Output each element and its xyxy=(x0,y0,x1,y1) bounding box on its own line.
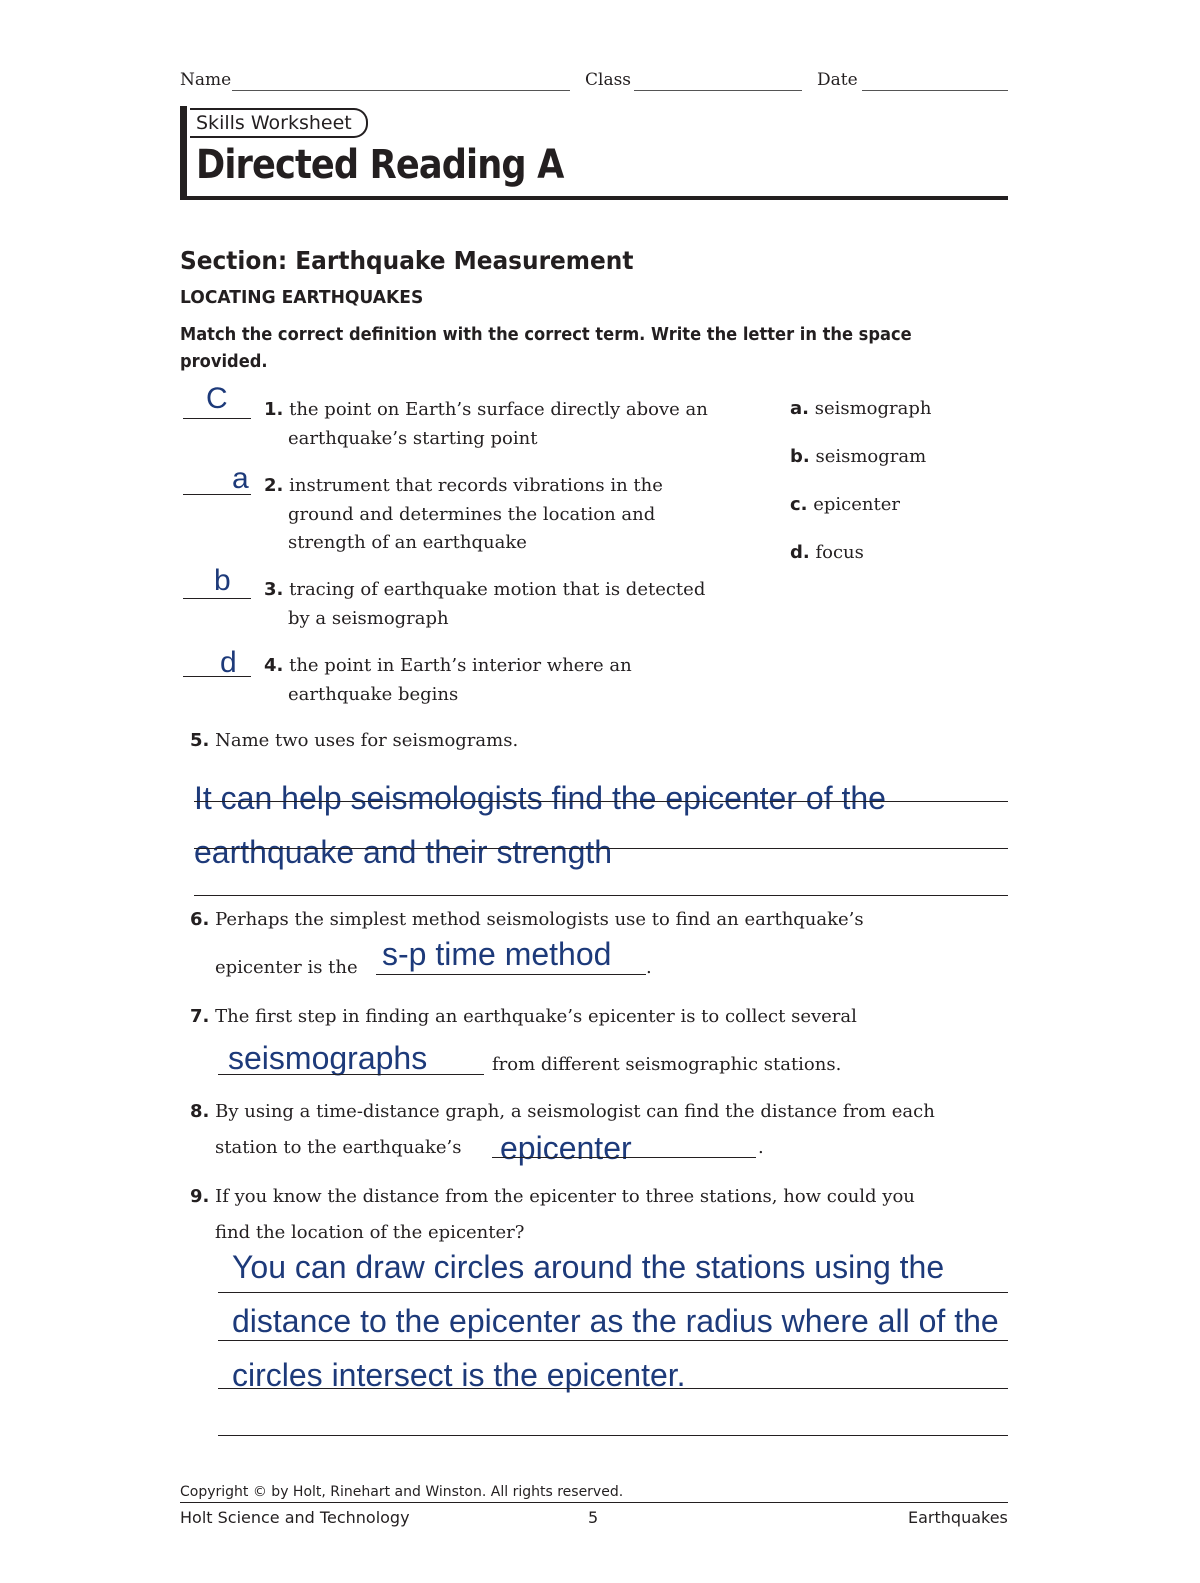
term-item xyxy=(790,542,864,563)
question-text: The first step in finding an earthquake’s epicenter is to collect several xyxy=(215,1006,857,1027)
question-text: from different seismographic stations. xyxy=(492,1054,842,1075)
chapter-name: Earthquakes xyxy=(908,1508,1008,1527)
name-field[interactable] xyxy=(232,90,570,91)
class-field[interactable] xyxy=(634,90,802,91)
question-number: 9. xyxy=(190,1186,210,1207)
item-text-line: ground and determines the location and xyxy=(288,504,656,525)
answer-5-line1[interactable]: It can help seismologists find the epicenter of the xyxy=(194,780,886,816)
blank-line-1 xyxy=(183,418,251,419)
answer-line xyxy=(218,1388,1008,1389)
question-text: . xyxy=(758,1137,764,1158)
answer-line xyxy=(218,1435,1008,1436)
question-text: Perhaps the simplest method seismologists use to find an earthquake’s xyxy=(215,909,864,930)
term-text: seismograph xyxy=(814,398,932,419)
footer-rule xyxy=(180,1502,1008,1503)
answer-blank-2[interactable]: a xyxy=(232,462,249,495)
item-text-line: instrument that records vibrations in the xyxy=(289,475,663,496)
question-number: 6. xyxy=(190,909,210,930)
name-label: Name xyxy=(180,70,232,90)
term-text: focus xyxy=(815,542,864,563)
question-text: station to the earthquake’s xyxy=(215,1137,462,1158)
answer-6[interactable]: s-p time method xyxy=(382,936,612,972)
answer-8[interactable]: epicenter xyxy=(500,1130,632,1166)
answer-line xyxy=(218,1074,484,1075)
term-item xyxy=(790,398,931,419)
answer-line xyxy=(218,1292,1008,1293)
item-number: 3. xyxy=(264,579,284,600)
item-number: 4. xyxy=(264,655,284,676)
subheading: LOCATING EARTHQUAKES xyxy=(180,287,424,308)
answer-line xyxy=(218,1340,1008,1341)
copyright: Copyright © by Holt, Rinehart and Winston. All rights reserved. xyxy=(180,1484,624,1500)
answer-9-line1[interactable]: You can draw circles around the stations using the xyxy=(232,1249,945,1285)
answer-9-line3[interactable]: circles intersect is the epicenter. xyxy=(232,1357,686,1393)
class-label: Class xyxy=(585,70,632,90)
date-label: Date xyxy=(817,70,858,90)
item-text-line: by a seismograph xyxy=(288,608,449,629)
term-text: epicenter xyxy=(813,494,900,515)
question-text: find the location of the epicenter? xyxy=(215,1222,525,1243)
term-letter: c. xyxy=(790,494,808,515)
date-field[interactable] xyxy=(862,90,1008,91)
answer-line xyxy=(376,974,646,975)
question-text: By using a time-distance graph, a seismologist can find the distance from each xyxy=(215,1101,935,1122)
answer-9-line2[interactable]: distance to the epicenter as the radius where all of the xyxy=(232,1303,999,1339)
section-heading: Section: Earthquake Measurement xyxy=(180,246,634,275)
answer-line xyxy=(194,848,1008,849)
item-text-line: earthquake’s starting point xyxy=(288,428,538,449)
question-text: Name two uses for seismograms. xyxy=(215,730,519,751)
question-number: 5. xyxy=(190,730,210,751)
question-number: 8. xyxy=(190,1101,210,1122)
item-text-line: tracing of earthquake motion that is detected xyxy=(289,579,706,600)
answer-7[interactable]: seismographs xyxy=(228,1040,428,1076)
question-5 xyxy=(190,730,518,751)
answer-line xyxy=(492,1157,756,1158)
answer-5-line2[interactable]: earthquake and their strength xyxy=(194,834,613,870)
instructions: Match the correct definition with the correct term. Write the letter in the space provided. xyxy=(180,325,912,372)
publisher: Holt Science and Technology xyxy=(180,1508,410,1527)
term-item xyxy=(790,446,926,467)
answer-blank-3[interactable]: b xyxy=(214,564,231,597)
answer-blank-4[interactable]: d xyxy=(220,646,237,679)
question-text: If you know the distance from the epicenter to three stations, how could you xyxy=(215,1186,915,1207)
item-text-line: strength of an earthquake xyxy=(288,532,527,553)
title-bar xyxy=(180,106,187,200)
term-item xyxy=(790,494,900,515)
item-text-line: the point on Earth’s surface directly above an xyxy=(289,399,708,420)
item-text-line: earthquake begins xyxy=(288,684,459,705)
term-letter: d. xyxy=(790,542,810,563)
blank-line-2 xyxy=(183,494,251,495)
page-title: Directed Reading A xyxy=(196,142,564,188)
skills-worksheet-tag: Skills Worksheet xyxy=(190,108,368,138)
term-letter: b. xyxy=(790,446,810,467)
term-text: seismogram xyxy=(815,446,927,467)
item-number: 2. xyxy=(264,475,284,496)
answer-blank-1[interactable]: C xyxy=(206,382,228,415)
page-number: 5 xyxy=(588,1508,599,1527)
answer-line xyxy=(194,895,1008,896)
answer-line xyxy=(194,801,1008,802)
item-text-line: the point in Earth’s interior where an xyxy=(289,655,632,676)
question-text: . xyxy=(646,957,652,978)
blank-line-4 xyxy=(183,676,251,677)
question-text: epicenter is the xyxy=(215,957,358,978)
item-number: 1. xyxy=(264,399,284,420)
blank-line-3 xyxy=(183,598,251,599)
term-letter: a. xyxy=(790,398,809,419)
question-number: 7. xyxy=(190,1006,210,1027)
title-rule xyxy=(180,196,1008,200)
